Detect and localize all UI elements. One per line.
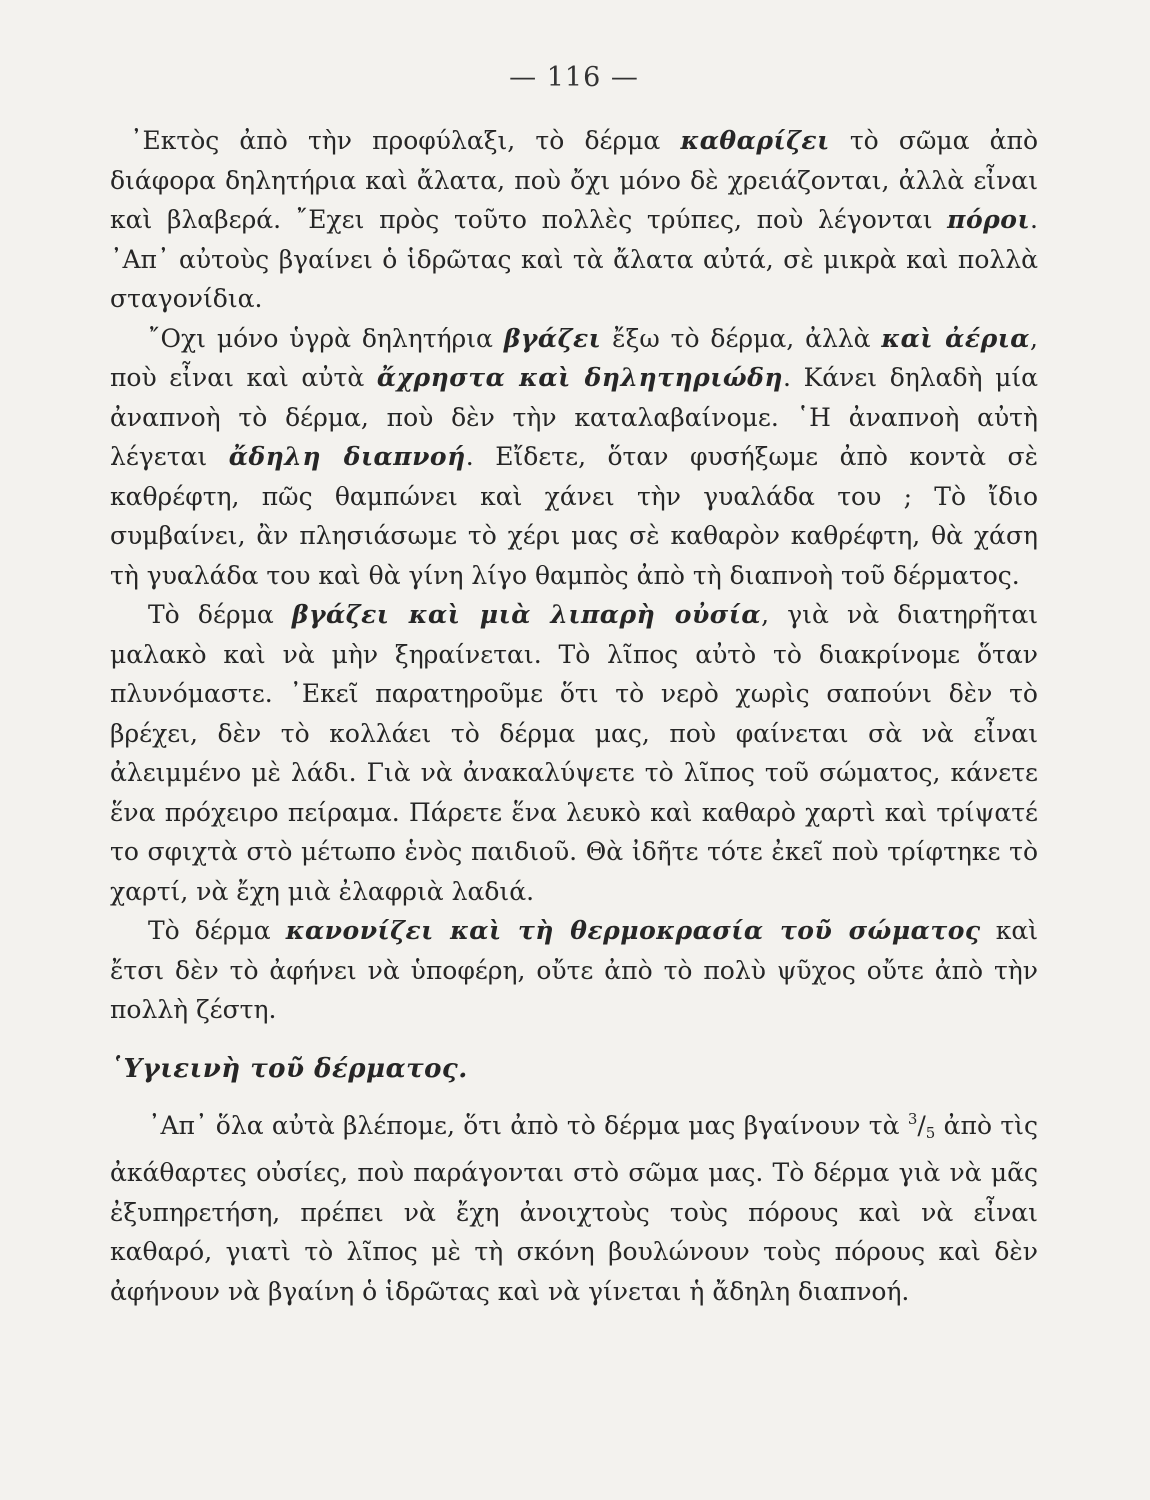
emphasized-term: βγάζει καὶ μιὰ λιπαρὴ οὐσία <box>291 600 762 629</box>
text-segment: . ᾿Απ᾿ αὐτοὺς βγαίνει ὁ ἱδρῶτας καὶ τὰ ἄλατα αὐτά, σὲ μικρὰ καὶ πολλὰ σταγονίδια. <box>110 205 1046 313</box>
fraction-denominator: 5 <box>925 1123 936 1142</box>
paragraph-temperature <box>110 911 1046 1030</box>
text-segment: . Κάνει δηλαδὴ μία ἀναπνοὴ τὸ δέρμα, ποὺ δὲν τὴν καταλαβαίνομε. ῾Η ἀναπνοὴ αὐτὴ λέγεται <box>110 363 1046 471</box>
paragraph-respiration <box>110 319 1046 596</box>
section-title: ῾Υγιεινὴ τοῦ δέρματος. <box>110 1053 468 1084</box>
emphasized-term: κανονίζει καὶ τὴ θερμοκρασία τοῦ σώματος <box>285 916 981 945</box>
paragraph-excretion <box>110 121 1046 319</box>
fraction-numerator: 3 <box>907 1109 918 1128</box>
text-segment: Τὸ δέρμα <box>148 600 292 629</box>
page-number: — 116 — <box>509 62 639 93</box>
emphasized-term: πόροι <box>947 205 1031 234</box>
text-segment: , ποὺ εἶναι καὶ αὐτὰ <box>110 323 1046 392</box>
paragraph-hygiene: ᾿Απ᾿ ὅλα αὐτὰ βλέπομε, ὅτι ἀπὸ τὸ δέρμα μας βγαίνουν τὰ $^3/_5$ ἀπὸ τὶς ἀκάθαρτες οὐσίες, ποὺ παράγονται στὸ σῶμα μας. Τὸ δέρμα γιὰ νὰ μᾶς ἐξυπηρετήση, πρέπει νὰ ἔχη ἀνοιχτοὺς τοὺς πόρους καὶ νὰ εἶναι καθαρό, γιατὶ τὸ λῖπος μὲ τὴ σκόνη βουλώνουν τοὺς πόρους καὶ δὲν ἀφήνουν νὰ βγαίνη ὁ ἱδρῶτας καὶ νὰ γίνεται ἡ ἄδηλη διαπνοή. <box>110 1109 1046 1306</box>
text-segment: , γιὰ νὰ διατηρῆται μαλακὸ καὶ νὰ μὴν ξηραίνεται. Τὸ λῖπος αὐτὸ τὸ διακρίνομε ὅταν πλυνόμαστε. ᾿Εκεῖ παρατηροῦμε ὅτι τὸ νερὸ χωρὶς σαπούνι δὲν τὸ βρέχει, δὲν τὸ κολλάει τὸ δέρμα μας, ποὺ φαίνεται σὰ νὰ εἶναι ἀλειμμένο μὲ λάδι. Γιὰ νὰ ἀνακαλύψετε τὸ λῖπος τοῦ σώματος, κάνετε ἕνα πρόχειρο πείραμα. Πάρετε ἕνα λευκὸ καὶ καθαρὸ χαρτὶ καὶ τρίψατέ το σφιχτὰ στὸ μέτωπο ἑνὸς παιδιοῦ. Θὰ ἰδῆτε τότε ἐκεῖ ποὺ τρίφτηκε τὸ χαρτί, νὰ ἔχη μιὰ ἐλαφριὰ λαδιά. <box>110 600 1046 906</box>
emphasized-term: καὶ ἀέρια <box>881 323 1031 353</box>
body-text <box>110 121 1046 1311</box>
emphasized-term: ἄχρηστα καὶ δηλητηριώδη <box>376 363 784 392</box>
text-segment: ἔξω τὸ δέρμα, ἀλλὰ <box>601 323 882 353</box>
text-segment: ῎Οχι μόνο ὑγρὰ δηλητήρια <box>148 323 504 353</box>
text-segment: Τὸ δέρμα <box>148 916 286 945</box>
text-segment: τὸ σῶμα ἀπὸ διάφορα δηλητήρια καὶ ἄλατα, ποὺ ὄχι μόνο δὲ χρειάζονται, ἀλλὰ εἶναι καὶ βλαβερά. ῎Εχει πρὸς τοῦτο πολλὲς τρύπες, ποὺ λέγονται <box>110 126 1046 234</box>
text-segment: . Εἴδετε, ὅταν φυσήξωμε ἀπὸ κοντὰ σὲ καθρέφτη, πῶς θαμπώνει καὶ χάνει τὴν γυαλάδα του ; Τὸ ἴδιο συμβαίνει, ἂν πλησιάσωμε τὸ χέρι μας σὲ καθαρὸν καθρέφτη, θὰ χάση τὴ γυαλάδα του καὶ θὰ γίνη λίγο θαμπὸς ἀπὸ τὴ διαπνοὴ τοῦ δέρματος. <box>110 442 1046 590</box>
hygiene-text-after: ἀπὸ τὶς ἀκάθαρτες οὐσίες, ποὺ παράγονται στὸ σῶμα μας. Τὸ δέρμα γιὰ νὰ μᾶς ἐξυπηρετήση, πρέπει νὰ ἔχη ἀνοιχτοὺς τοὺς πόρους καὶ νὰ εἶναι καθαρό, γιατὶ τὸ λῖπος μὲ τὴ σκόνη βουλώνουν τοὺς πόρους καὶ δὲν ἀφήνουν νὰ βγαίνη ὁ ἱδρῶτας καὶ νὰ γίνεται ἡ ἄδηλη διαπνοή. <box>110 1110 1046 1306</box>
text-segment: καὶ ἔτσι δὲν τὸ ἀφήνει νὰ ὑποφέρη, οὔτε ἀπὸ τὸ πολὺ ψῦχος οὔτε ἀπὸ τὴν πολλὴ ζέστη. <box>110 916 1046 1024</box>
paragraph-sebum <box>110 595 1046 911</box>
hygiene-text-before: ᾿Απ᾿ ὅλα αὐτὰ βλέπομε, ὅτι ἀπὸ τὸ δέρμα μας βγαίνουν τὰ <box>148 1110 908 1140</box>
emphasized-term: ἄδηλη διαπνοή <box>228 442 466 471</box>
emphasized-term: βγάζει <box>503 323 602 353</box>
text-segment: ᾿Εκτὸς ἀπὸ τὴν προφύλαξι, τὸ δέρμα <box>130 126 681 155</box>
emphasized-term: καθαρίζει <box>680 126 830 155</box>
